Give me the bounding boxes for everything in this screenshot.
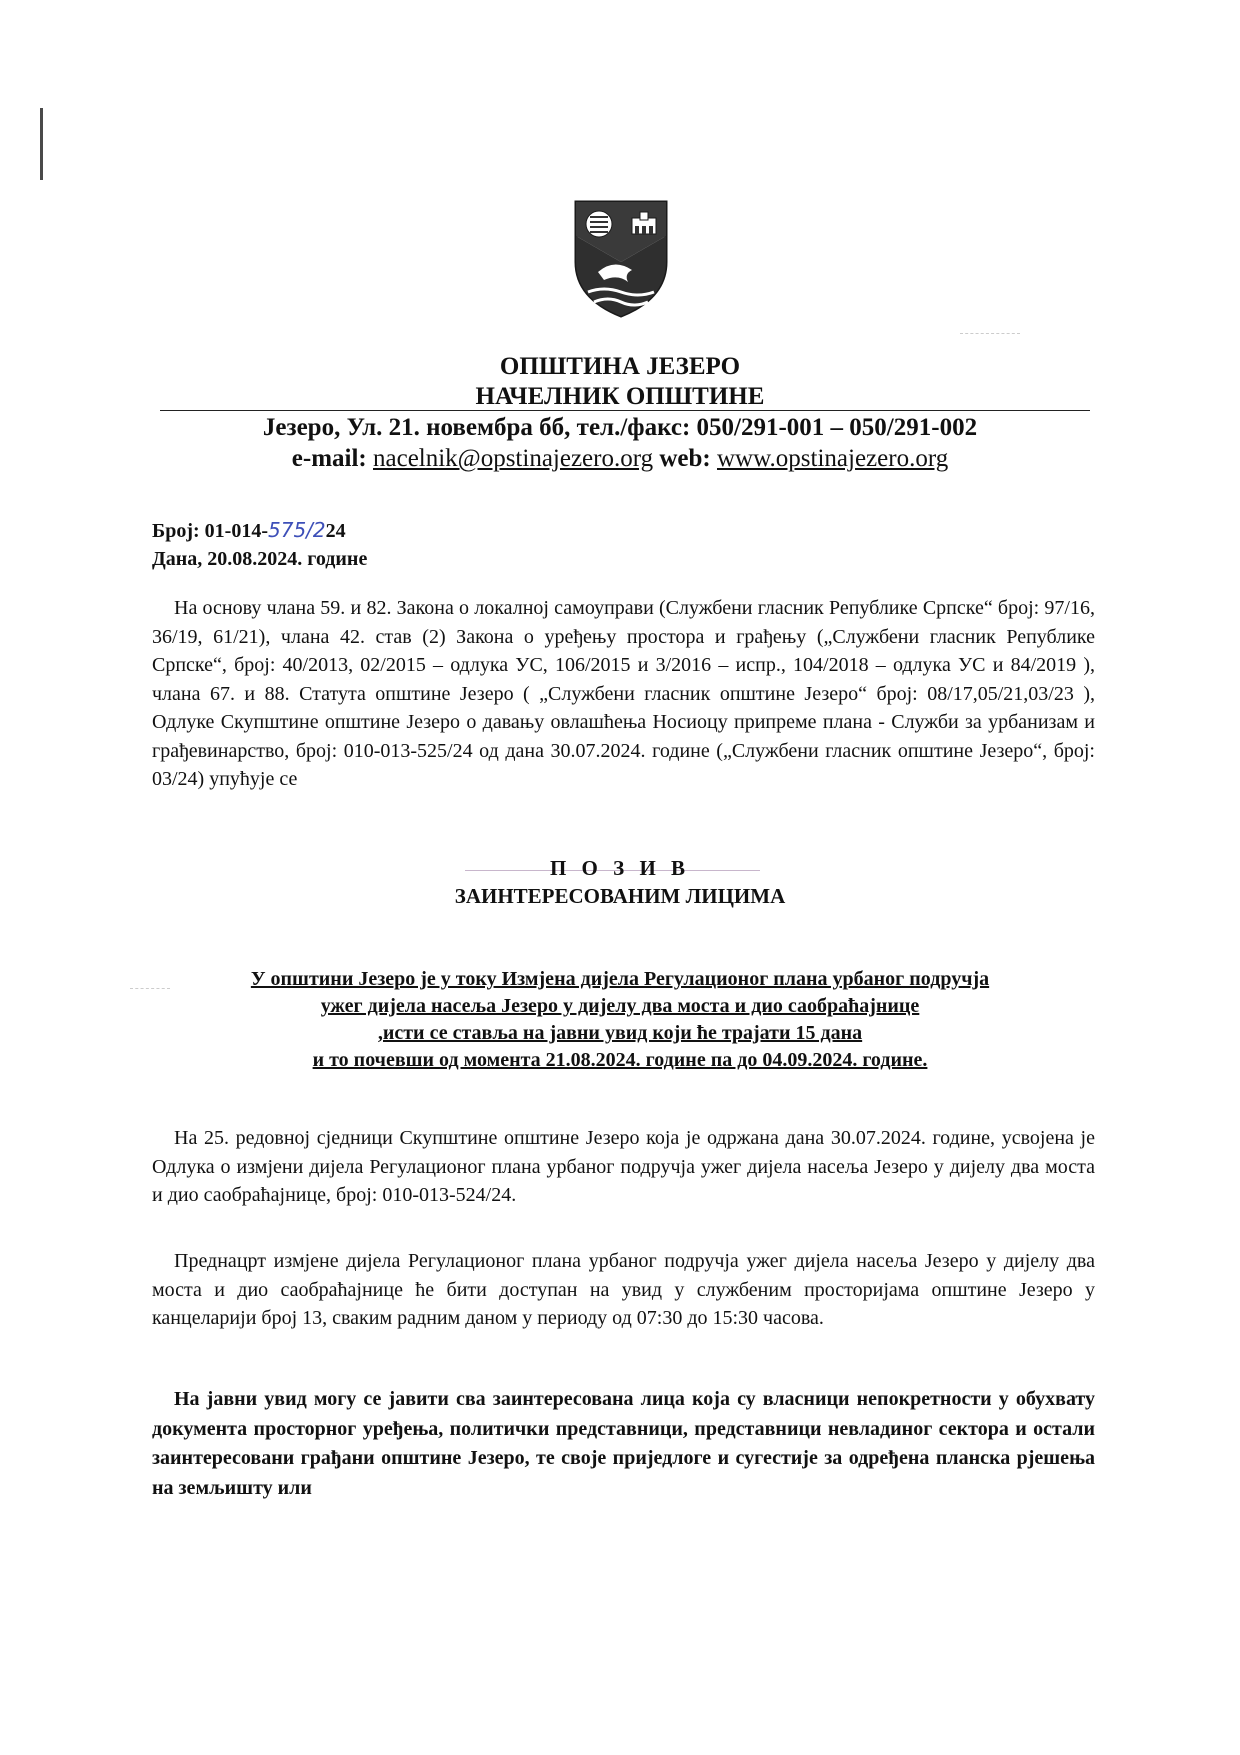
- notice-line-3: ,исти се ставља на јавни увид који ће трајати 15 дана: [377, 1022, 863, 1044]
- web-label: web:: [659, 445, 711, 472]
- handwritten-number: 575/2: [268, 518, 326, 542]
- municipality-crest-icon: [574, 200, 668, 318]
- contact-info: [0, 412, 1240, 474]
- reference-number-prefix: Број: 01-014-: [152, 520, 268, 542]
- body-paragraph-3: На јавни увид могу се јавити сва заинтересована лица која су власници непокретности у обухвату документа просторног уређења, политички представници, представници невладиног сектора и остали заинтересовани грађани општине Језеро, те своје приједлоге и сугестије за одређена планска рјешења на земљишту или: [152, 1388, 1095, 1499]
- email-web-line: [0, 443, 1240, 474]
- notice-line-2: ужег дијела насеља Језеро у дијелу два моста и дио саобраћајнице: [320, 995, 920, 1017]
- scan-speck: [960, 333, 1020, 334]
- body-paragraph-2: Преднацрт измјене дијела Регулационог плана урбаног подручја ужег дијела насеља Језеро у дијелу два моста и дио саобраћајнице ће бити доступан на увид у службеним просторијама општине Језеро у канцеларији број 13, сваким радним даном у периоду од 07:30 до 15:30 часова.: [152, 1250, 1095, 1329]
- body-paragraph-1: На 25. редовној сједници Скупштине општине Језеро која је одржана дана 30.07.2024. године, усвојена је Одлука о измјени дијела Регулационог плана урбаног подручја ужег дијела насеља Језеро у дијелу два моста и дио саобраћајнице, број: 010-013-524/24.: [152, 1127, 1095, 1206]
- address-line: Језеро, Ул. 21. новембра бб, тел./факс: 050/291-001 – 050/291-002: [262, 414, 978, 441]
- document-reference: [152, 516, 367, 573]
- title-sub: ЗАИНТЕРЕСОВАНИМ ЛИЦИМА: [454, 884, 786, 908]
- email-link[interactable]: nacelnik@opstinajezero.org: [373, 445, 654, 472]
- public-notice: [0, 966, 1240, 1074]
- web-link[interactable]: www.opstinajezero.org: [717, 445, 949, 472]
- email-label: e-mail:: [291, 445, 367, 472]
- organization-name: ОПШТИНА ЈЕЗЕРО: [499, 353, 741, 380]
- reference-number: [152, 516, 367, 545]
- notice-line-1: У општини Језеро је у току Измјена дијела Регулационог плана урбаног подручја: [250, 968, 990, 990]
- organization-header: [0, 352, 1240, 412]
- header-divider: [160, 410, 1090, 411]
- document-date: Дана, 20.08.2024. године: [152, 548, 368, 570]
- notice-line-4: и то почевши од момента 21.08.2024. године па до 04.09.2024. године.: [312, 1049, 928, 1071]
- scan-artifact-mark: [40, 108, 43, 180]
- title-main: П О З И В: [549, 856, 691, 880]
- organization-office: НАЧЕЛНИК ОПШТИНЕ: [475, 383, 765, 410]
- reference-number-suffix: 24: [325, 520, 346, 542]
- intro-paragraph: На основу члана 59. и 82. Закона о локалној самоуправи (Службени гласник Републике Српске“ број: 97/16, 36/19, 61/21), члана 42. став (2) Закона о уређењу простора и грађењу („Службени гласник Републике Српске“, број: 40/2013, 02/2015 – одлука УС, 106/2015 и 3/2016 – испр., 104/2018 – одлука УС и 84/2019 ), члана 67. и 88. Статута општине Језеро ( „Службени гласник општине Језеро“ број: 08/17,05/21,03/23 ), Одлуке Скупштине општине Језеро о давању овлашћења Носиоцу припреме плана - Служби за урбанизам и грађевинарство, број: 010-013-525/24 од дана 30.07.2024. године („Службени гласник општине Језеро“, број: 03/24) упућује се: [152, 597, 1095, 790]
- notice-title: [0, 854, 1240, 910]
